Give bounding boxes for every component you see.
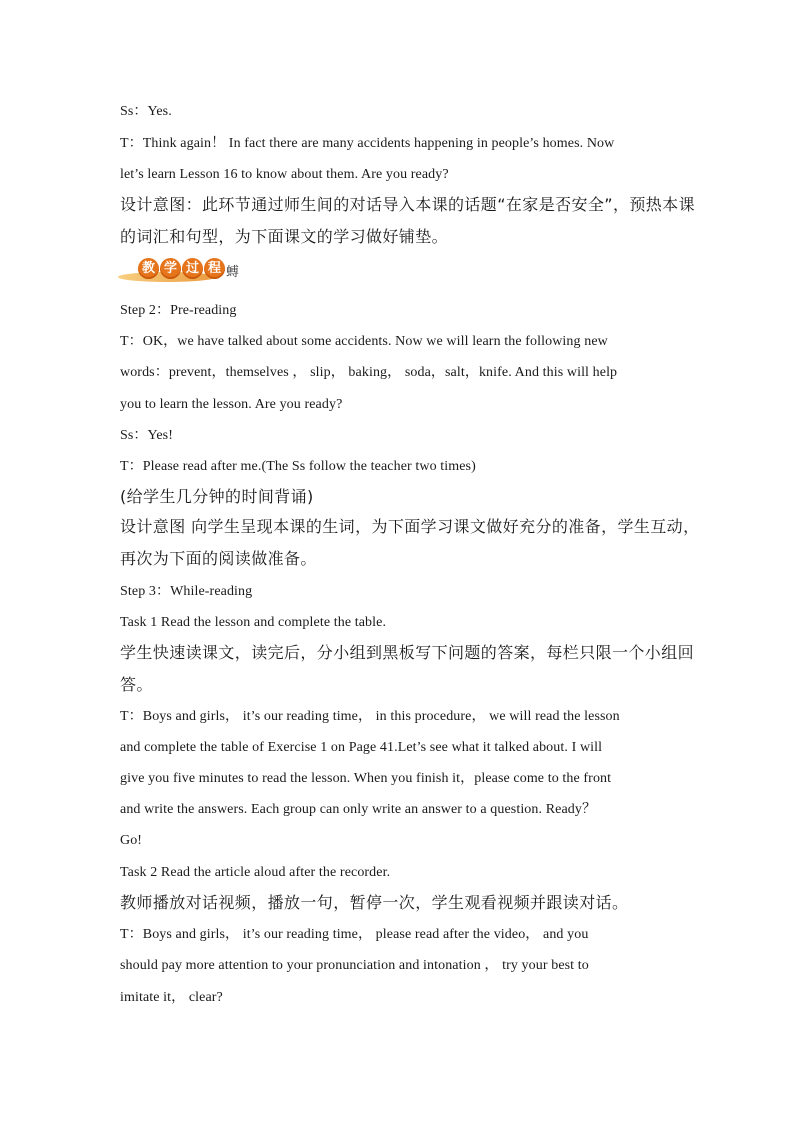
dialogue-line: you to learn the lesson. Are you ready? xyxy=(120,397,343,412)
dialogue-line: Ss：Yes! xyxy=(120,428,173,443)
dialogue-line: words：prevent，themselves ， slip， baking， soda，salt，knife. And this will help xyxy=(120,365,618,380)
badge-char: 学 xyxy=(160,258,181,279)
step-heading: Step 3：While-reading xyxy=(120,584,253,599)
design-intent-line: 再次为下面的阅读做准备。 xyxy=(120,549,317,568)
dialogue-line: T：Boys and girls， it’s our reading time， please read after the video， and you xyxy=(120,927,589,942)
instruction-line: 教师播放对话视频，播放一句，暂停一次，学生观看视频并跟读对话。 xyxy=(120,893,629,912)
design-intent-line: 设计意图 向学生呈现本课的生词，为下面学习课文做好充分的准备，学生互动， xyxy=(120,517,700,536)
dialogue-line: T：Boys and girls， it’s our reading time， in this procedure， we will read the lesson xyxy=(120,709,620,724)
badge-char: 程 xyxy=(204,258,225,279)
note-line: (给学生几分钟的时间背诵) xyxy=(120,487,314,506)
badge-char: 教 xyxy=(138,258,159,279)
step-heading: Step 2：Pre-reading xyxy=(120,303,237,318)
section-badge-teaching-process xyxy=(118,258,268,284)
design-intent-line: 设计意图：此环节通过师生间的对话导入本课的话题“在家是否安全”，预热本课 xyxy=(120,195,695,214)
dialogue-line: T：Please read after me.(The Ss follow the teacher two times) xyxy=(120,459,476,474)
dialogue-line: give you five minutes to read the lesson. When you finish it，please come to the front xyxy=(120,771,612,786)
dialogue-line: should pay more attention to your pronunciation and intonation ， try your best to xyxy=(120,958,589,973)
instruction-line: 学生快速读课文，读完后，分小组到黑板写下问题的答案，每栏只限一个小组回 xyxy=(120,643,695,662)
dialogue-line: T：OK，we have talked about some accidents. Now we will learn the following new xyxy=(120,334,608,349)
task-heading: Task 2 Read the article aloud after the recorder. xyxy=(120,865,391,880)
dialogue-line: imitate it， clear? xyxy=(120,990,223,1005)
dialogue-line: Go! xyxy=(120,833,143,848)
instruction-line: 答。 xyxy=(120,675,153,694)
dialogue-line: let’s learn Lesson 16 to know about them. Are you ready? xyxy=(120,167,449,182)
badge-char: 过 xyxy=(182,258,203,279)
task-heading: Task 1 Read the lesson and complete the table. xyxy=(120,615,387,630)
dialogue-line: and write the answers. Each group can only write an answer to a question. Ready？ xyxy=(120,802,597,817)
design-intent-line: 的词汇和句型，为下面课文的学习做好铺垫。 xyxy=(120,227,449,246)
badge-tail: 䗚 xyxy=(226,265,240,280)
dialogue-line: Ss：Yes. xyxy=(120,104,172,119)
dialogue-line: and complete the table of Exercise 1 on Page 41.Let’s see what it talked about. I will xyxy=(120,740,603,755)
dialogue-line: T：Think again！ In fact there are many accidents happening in people’s homes. Now xyxy=(120,136,615,151)
